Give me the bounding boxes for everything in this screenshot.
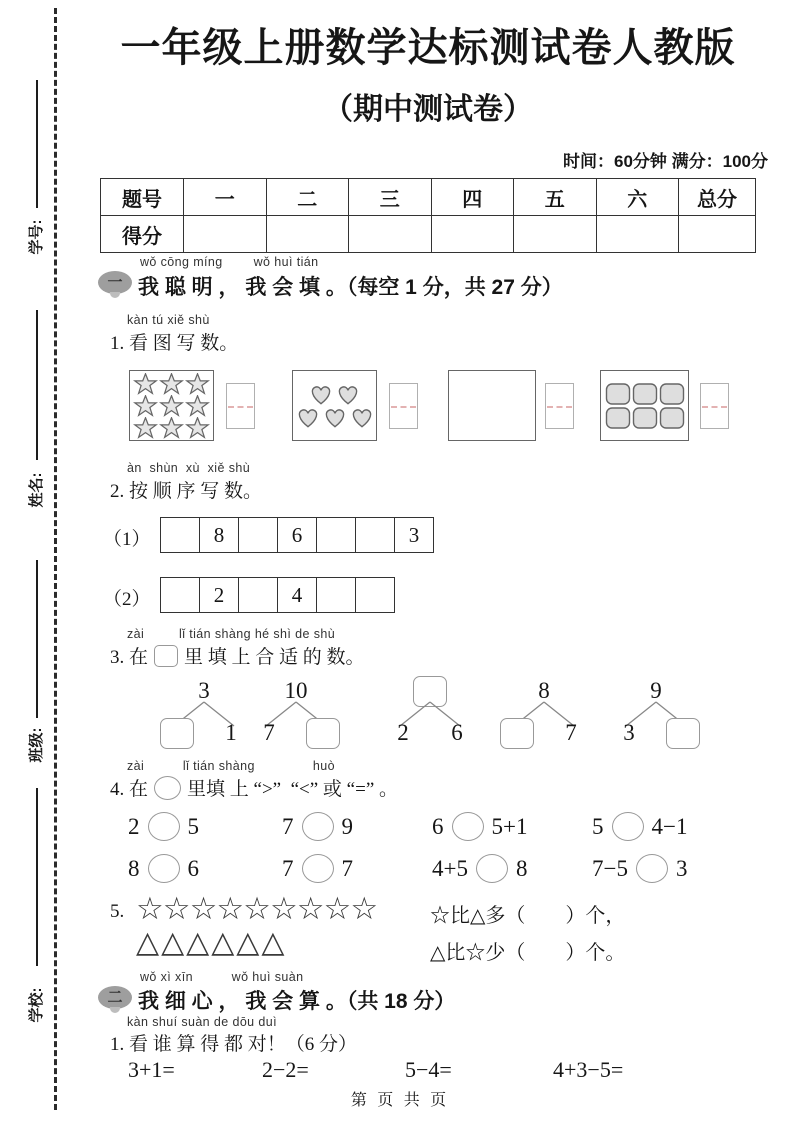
number-answer-box[interactable]: [545, 383, 574, 429]
sequence-row2: [160, 577, 395, 613]
sequence-cell-filled: 6: [278, 518, 317, 552]
score-table-header-cell: 二: [266, 179, 349, 216]
comparison-item: [592, 812, 687, 841]
heart-icon: [308, 383, 334, 406]
comparison-left: 7: [282, 813, 294, 839]
number-bond: [608, 676, 704, 758]
section-one-title: 我 聪 明 ， 我 会 填 。（每空 1 分，共 27 分）: [138, 276, 563, 299]
number-answer-box[interactable]: [226, 383, 255, 429]
number-bond: [496, 676, 592, 758]
sequence-cell-blank[interactable]: [161, 518, 200, 552]
number-bond: [382, 676, 478, 758]
picture-box-hearts: [292, 370, 377, 441]
biscuit-icon: [605, 406, 631, 430]
arithmetic-problem: 3+1=: [128, 1057, 175, 1082]
score-table: [100, 178, 756, 253]
number-answer-box[interactable]: [700, 383, 729, 429]
comparison-right: 9: [341, 813, 353, 839]
comparison-left: 2: [128, 813, 140, 839]
score-input-cell[interactable]: [184, 216, 267, 253]
star-icon: [185, 395, 210, 417]
section-one-badge: 一: [98, 271, 132, 294]
biscuit-icon: [605, 382, 631, 406]
bond-number: 8: [538, 678, 550, 703]
problems-row: [128, 1057, 623, 1083]
star-icon: [133, 373, 158, 395]
bond-number: 7: [263, 720, 275, 745]
star-icon: [133, 417, 158, 439]
score-input-cell[interactable]: [431, 216, 514, 253]
comparison-right: 8: [515, 855, 528, 881]
q3-text: [110, 642, 365, 669]
sequence-cell-filled: 8: [200, 518, 239, 552]
comparison-right: 7: [341, 855, 353, 881]
comparison-answer-circle[interactable]: [636, 854, 668, 883]
binding-dashed-line: [54, 8, 57, 1110]
comparison-answer-circle[interactable]: [452, 812, 484, 841]
q1-pinyin: kàn tú xiě shù: [127, 313, 210, 327]
comparison-right: 5: [187, 813, 199, 839]
arithmetic-problem: 4+3−5=: [553, 1057, 624, 1082]
biscuit-icon: [632, 406, 658, 430]
paper-title: 一年级上册数学达标测试卷人教版: [120, 26, 736, 70]
picture-box-stars: [129, 370, 214, 441]
sequence-cell-blank[interactable]: [239, 518, 278, 552]
sequence-cell-filled: 3: [408, 522, 420, 547]
sequence-row1: [160, 517, 434, 553]
comparison-right: 6: [187, 855, 199, 881]
section-one-pinyin: wǒ cōng míng wǒ huì tián: [140, 255, 319, 269]
heart-icon: [335, 383, 361, 406]
picture-box-biscuits: [600, 370, 689, 441]
comparison-item: [592, 854, 687, 883]
page-footer: 第 页 共 页: [350, 1092, 450, 1109]
star-icon: [185, 417, 210, 439]
comparison-left: 8: [128, 855, 140, 881]
name-blank-line[interactable]: [36, 310, 38, 460]
star-icon: [159, 373, 184, 395]
star-icon: [159, 395, 184, 417]
heart-icon: [322, 406, 348, 429]
bond-number: 6: [451, 720, 463, 745]
comparison-item: [432, 854, 592, 883]
bond-number: 7: [565, 720, 577, 745]
comparison-answer-circle[interactable]: [148, 812, 180, 841]
bond-number: 3: [623, 720, 635, 745]
comparison-left: 5: [592, 813, 604, 839]
biscuit-icon: [632, 382, 658, 406]
sequence-row2-label: （2）: [103, 589, 151, 610]
q3-text-pre: 3. 在: [110, 647, 149, 668]
comparison-left: 7−5: [592, 855, 628, 881]
comparison-answer-circle[interactable]: [302, 854, 334, 883]
score-table-header-cell: 三: [349, 179, 432, 216]
comparison-answer-circle[interactable]: [612, 812, 644, 841]
number-answer-box[interactable]: [389, 383, 418, 429]
star-icon: [185, 373, 210, 395]
comparison-left: 6: [432, 813, 444, 839]
paper-subtitle: （期中测试卷）: [323, 93, 533, 126]
sequence-cell-blank[interactable]: [239, 578, 278, 612]
comparison-item: [128, 812, 282, 841]
q5-compare-line2: △比☆少（ ）个。: [430, 942, 626, 964]
student-id-blank-line[interactable]: [36, 80, 38, 208]
bond-number: 3: [198, 678, 210, 703]
score-input-cell[interactable]: [679, 216, 756, 253]
sequence-cell-blank[interactable]: [317, 578, 356, 612]
school-label: 学校:: [28, 987, 45, 1023]
bond-answer-box[interactable]: [666, 718, 700, 749]
bond-number: 9: [650, 678, 662, 703]
sequence-cell-filled: 4: [278, 578, 317, 612]
q2-text: 2. 按 顺 序 写 数。: [110, 481, 263, 502]
comparison-right: 4−1: [651, 813, 688, 839]
bond-right: [302, 718, 344, 749]
comparison-item: [128, 854, 282, 883]
sequence-cell-blank[interactable]: [161, 578, 200, 612]
sequence-cell-blank[interactable]: [356, 518, 395, 552]
score-input-cell[interactable]: [514, 216, 597, 253]
comparison-answer-circle[interactable]: [302, 812, 334, 841]
heart-icon: [349, 406, 375, 429]
bond-answer-box[interactable]: [306, 718, 340, 749]
bond-right: [550, 718, 592, 748]
score-row-label: 得分: [101, 216, 184, 253]
comparison-left: 7: [282, 855, 294, 881]
comparison-grid: [128, 812, 687, 883]
bond-right: [210, 718, 252, 748]
bond-right: [662, 718, 704, 749]
comparison-item: [432, 812, 592, 841]
q1-text: 1. 看 图 写 数。: [110, 333, 239, 354]
comparison-answer-circle[interactable]: [148, 854, 180, 883]
q3-pinyin: zài lǐ tián shàng hé shì de shù: [127, 627, 336, 641]
score-table-header-cell: 四: [431, 179, 514, 216]
bond-number: 2: [397, 720, 409, 745]
sequence-cell-blank[interactable]: [356, 578, 394, 612]
score-table-header-cell: 五: [514, 179, 597, 216]
q2-pinyin: àn shùn xù xiě shù: [127, 461, 251, 475]
q5-number: 5.: [110, 901, 125, 922]
student-id-label: 学号:: [28, 219, 45, 255]
q4-pinyin: zài lǐ tián shàng huò: [127, 759, 335, 773]
bond-right: [436, 718, 478, 748]
comparison-answer-circle[interactable]: [476, 854, 508, 883]
q5-triangle-row: △△△△△△: [136, 926, 287, 959]
class-label: 班级:: [28, 727, 45, 763]
q4-text-post: 里填 上 “>” “<” 或 “=” 。: [187, 779, 399, 800]
score-input-cell[interactable]: [349, 216, 432, 253]
bond-answer-box[interactable]: [160, 718, 194, 749]
class-blank-line[interactable]: [36, 560, 38, 718]
star-icon: [133, 395, 158, 417]
bond-left: [156, 718, 198, 749]
score-input-cell[interactable]: [596, 216, 679, 253]
score-table-header-cell: 六: [596, 179, 679, 216]
score-table-header-cell: 一: [184, 179, 267, 216]
number-bond: [156, 676, 252, 758]
comparison-item: [282, 854, 432, 883]
sequence-row1-label: （1）: [103, 529, 151, 550]
biscuit-icon: [659, 406, 685, 430]
section-two-title: 我 细 心 ， 我 会 算 。（共 18 分）: [138, 990, 456, 1013]
bond-number: 10: [284, 678, 308, 703]
score-table-body: [101, 179, 756, 253]
bond-left: [248, 718, 290, 748]
biscuit-icon: [659, 382, 685, 406]
sequence-cell-blank[interactable]: [317, 518, 356, 552]
section-two-badge: 二: [98, 986, 132, 1009]
score-table-header-cell: 总分: [679, 179, 756, 216]
name-label: 姓名:: [28, 472, 45, 508]
bond-left: [496, 718, 538, 749]
number-bond: [248, 676, 344, 758]
q6-text: 1. 看 谁 算 得 都 对！（6 分）: [110, 1034, 358, 1055]
bond-answer-box[interactable]: [500, 718, 534, 749]
q4-text-pre: 4. 在: [110, 779, 149, 800]
inline-answer-box-glyph: [154, 645, 178, 667]
bond-number: 1: [225, 720, 237, 745]
school-blank-line[interactable]: [36, 788, 38, 966]
q3-text-post: 里 填 上 合 适 的 数。: [184, 647, 365, 668]
comparison-right: 5+1: [491, 813, 528, 839]
inline-answer-circle-glyph: [154, 776, 181, 800]
score-table-header-cell: 题号: [101, 179, 184, 216]
q5-compare-line1: ☆比△多（ ）个，: [430, 905, 626, 927]
q6-pinyin: kàn shuí suàn de dōu duì: [127, 1015, 277, 1029]
arithmetic-problem: 5−4=: [405, 1057, 452, 1082]
bond-left: [608, 718, 650, 748]
q5-star-row: ☆☆☆☆☆☆☆☆☆: [136, 891, 378, 926]
score-input-cell[interactable]: [266, 216, 349, 253]
q4-text: [110, 774, 398, 801]
time-score-info: 时间：60分钟 满分：100分: [563, 152, 768, 171]
arithmetic-problem: 2−2=: [262, 1057, 309, 1082]
star-icon: [159, 417, 184, 439]
comparison-item: [282, 812, 432, 841]
heart-icon: [295, 406, 321, 429]
section-two-pinyin: wǒ xì xīn wǒ huì suàn: [140, 970, 304, 984]
sequence-cell-filled: 2: [200, 578, 239, 612]
comparison-right: 3: [675, 855, 688, 881]
bond-left: [382, 718, 424, 748]
comparison-left: 4+5: [432, 855, 468, 881]
picture-box-empty[interactable]: [448, 370, 536, 441]
